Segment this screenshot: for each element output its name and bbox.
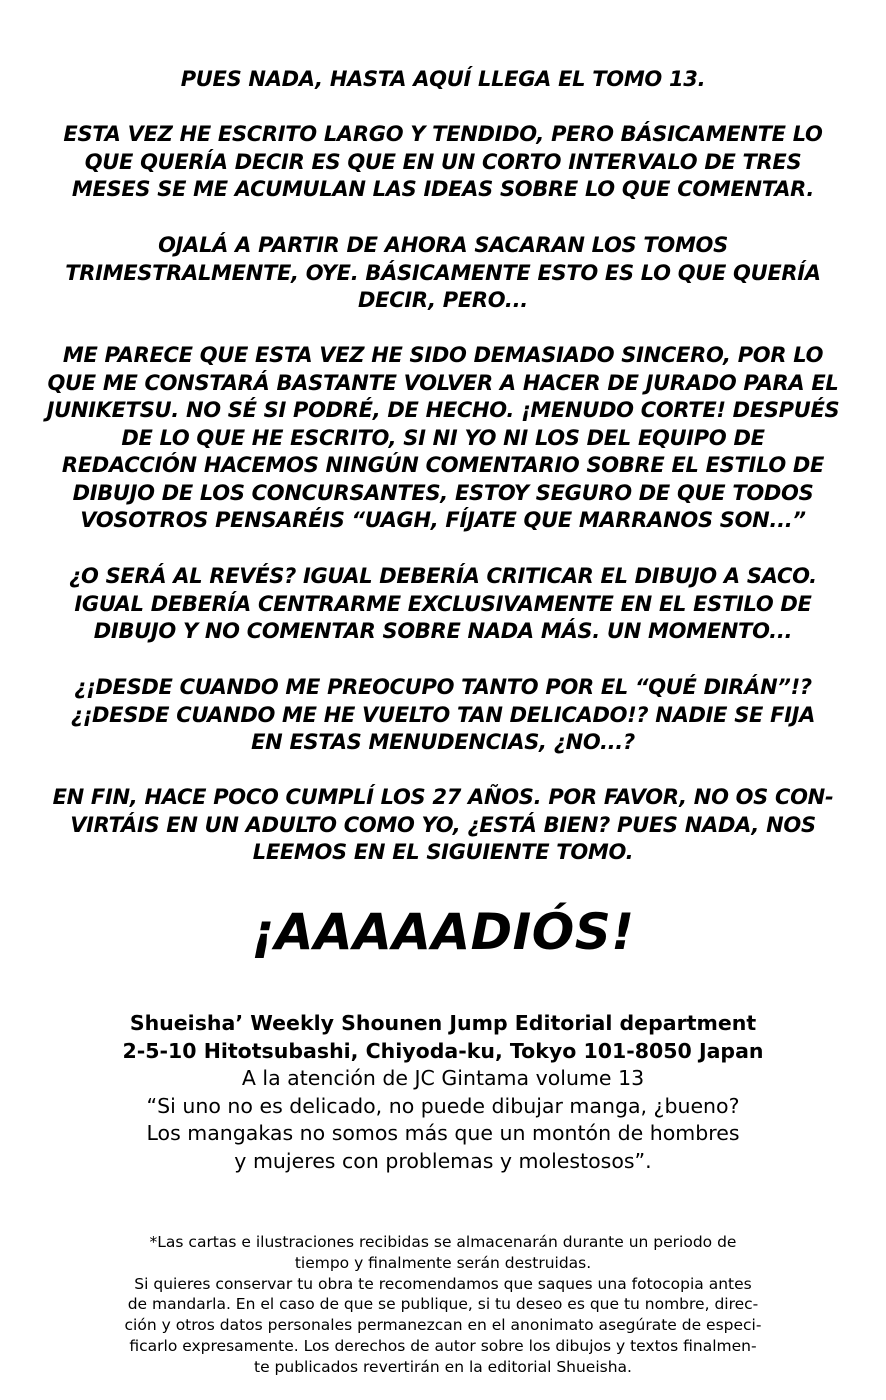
- paragraph-juniketsu-jury: ME PARECE QUE ESTA VEZ HE SIDO DEMASIADO SINCERO, POR LO QUE ME CONSTARÁ BASTANTE VOLVER A HACER DE JURADO PARA EL JUNIKETSU. NO SÉ SI PODRÉ, DE HECHO. ¡MENUDO CORTE! DESPUÉS DE LO QUE HE ESCRITO, SI NI YO NI LOS DEL EQUIPO DE REDACCIÓN HACEMOS NINGÚN COMENTARIO SOBRE EL ESTILO DE DIBUJO DE LOS CONCURSANTES, ESTOY SEGURO DE QUE TODOS VOSOTROS PENSARÉIS “UAGH, FÍJATE QUE MARRANOS SON...”: [46, 343, 840, 532]
- paragraph-long-writing: ESTA VEZ HE ESCRITO LARGO Y TENDIDO, PERO BÁSICAMENTE LO QUE QUERÍA DECIR ES QUE EN UN CORTO INTERVALO DE TRES MESES SE ME ACUMULAN LAS IDEAS SOBRE LO QUE COMENTAR.: [63, 122, 823, 201]
- mailing-address-block: [40, 1010, 846, 1176]
- address-quote: “Si uno no es delicado, no puede dibujar manga, ¿bueno? Los mangakas no somos más que un montón de hombres y mujeres con problemas y molestosos”.: [146, 1093, 740, 1173]
- paragraph-critique-drawing: ¿O SERÁ AL REVÉS? IGUAL DEBERÍA CRITICAR EL DIBUJO A SACO. IGUAL DEBERÍA CENTRARME EXCLUSIVAMENTE EN EL ESTILO DE DIBUJO Y NO COMENTAR SOBRE NADA MÁS. UN MOMENTO...: [69, 564, 817, 643]
- paragraph-end-of-volume: PUES NADA, HASTA AQUÍ LLEGA EL TOMO 13.: [180, 67, 706, 91]
- address-attention: A la atención de JC Gintama volume 13: [241, 1066, 645, 1091]
- legal-footnote: *Las cartas e ilustraciones recibidas se almacenarán durante un periodo de tiempo y finalmente serán destruidas. Si quieres conservar tu obra te recomendamos que saques una fotocopia antes de mandarla. En el caso de que se publique, si tu deseo es que tu nombre, direc- ción y otros datos personales permanezcan en el anonimato asegúrate de especi- ficarlo expresamente. Los derechos de autor sobre los dibujos y textos finalmen- te publicados revertirán en la editorial Shueisha.: [124, 1233, 762, 1376]
- paragraph-birthday: EN FIN, HACE POCO CUMPLÍ LOS 27 AÑOS. POR FAVOR, NO OS CON- VIRTÁIS EN UN ADULTO COMO YO, ¿ESTÁ BIEN? PUES NADA, NOS LEEMOS EN EL SIGUIENTE TOMO.: [52, 785, 834, 864]
- farewell-heading: ¡AAAAADIÓS!: [251, 903, 635, 961]
- paragraph-quarterly-volumes: OJALÁ A PARTIR DE AHORA SACARAN LOS TOMOS TRIMESTRALMENTE, OYE. BÁSICAMENTE ESTO ES LO QUE QUERÍA DECIR, PERO...: [65, 233, 821, 312]
- paragraph-what-will-they-say: ¿¡DESDE CUANDO ME PREOCUPO TANTO POR EL “QUÉ DIRÁN”!? ¿¡DESDE CUANDO ME HE VUELTO TAN DELICADO!? NADIE SE FIJA EN ESTAS MENUDENCIAS, ¿NO...?: [70, 675, 816, 754]
- address-street: 2-5-10 Hitotsubashi, Chiyoda-ku, Tokyo 101-8050 Japan: [122, 1038, 764, 1063]
- address-department: Shueisha’ Weekly Shounen Jump Editorial department: [129, 1011, 757, 1035]
